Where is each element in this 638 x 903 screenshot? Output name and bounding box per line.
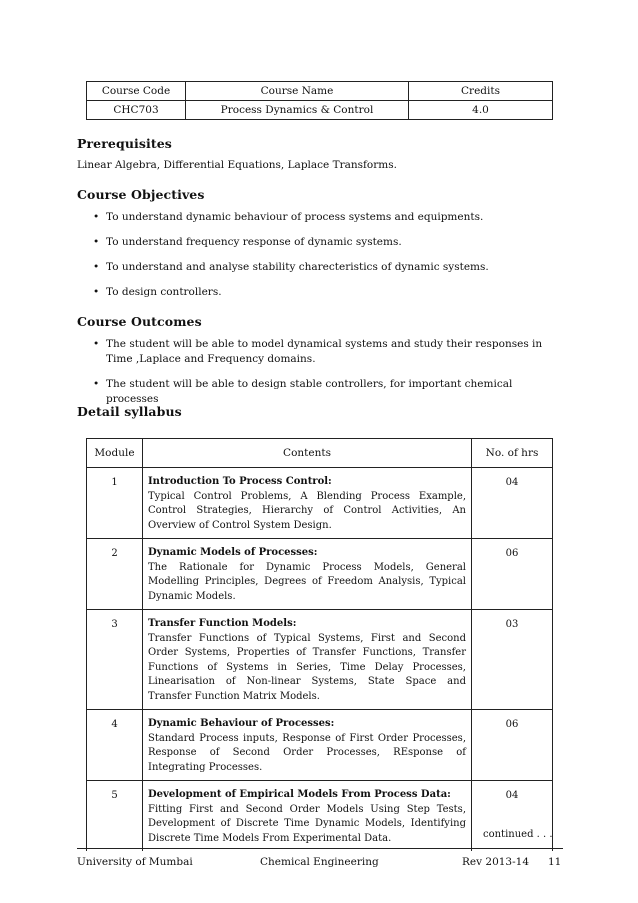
module-contents: [143, 781, 472, 852]
credits-value: 4.0: [409, 101, 553, 120]
module-description: Typical Control Problems, A Blending Process Example, Control Strategies, Hierarchy of Control Activities, An Overview of Control System Design.: [148, 490, 466, 531]
course-name: Process Dynamics & Control: [186, 101, 409, 120]
objective-item: • To understand frequency response of dynamic systems.: [93, 235, 563, 250]
module-contents: [143, 610, 472, 710]
module-title: Transfer Function Models:: [148, 618, 297, 629]
module-number: 3: [87, 610, 143, 710]
prerequisites-heading: Prerequisites: [77, 136, 172, 151]
table-row: [87, 539, 553, 610]
syllabus-heading: Detail syllabus: [77, 404, 182, 419]
syllabus-header-row: [87, 439, 553, 468]
module-number: 5: [87, 781, 143, 852]
module-number: 4: [87, 710, 143, 781]
hours-column-header: No. of hrs: [472, 439, 553, 468]
module-hours: 06: [472, 539, 553, 610]
module-hours: 03: [472, 610, 553, 710]
module-title: Development of Empirical Models From Process Data:: [148, 789, 451, 800]
prerequisites-text: Linear Algebra, Differential Equations, Laplace Transforms.: [77, 159, 397, 171]
table-row: [87, 710, 553, 781]
outcome-item: • The student will be able to design stable controllers, for important chemical processes: [93, 377, 563, 407]
objectives-heading: Course Objectives: [77, 187, 205, 202]
module-number: 1: [87, 468, 143, 539]
outcomes-heading: Course Outcomes: [77, 314, 202, 329]
course-table-row: [87, 101, 553, 120]
objectives-list: [93, 210, 563, 300]
footer-revision: Rev 2013-14: [462, 856, 530, 868]
module-description: The Rationale for Dynamic Process Models, General Modelling Principles, Degrees of Freedom Analysis, Typical Dynamic Models.: [148, 561, 466, 602]
objective-item: • To understand and analyse stability charecteristics of dynamic systems.: [93, 260, 563, 275]
objective-item: • To design controllers.: [93, 285, 563, 300]
table-row: [87, 468, 553, 539]
module-hours: 06: [472, 710, 553, 781]
module-title: Dynamic Behaviour of Processes:: [148, 718, 335, 729]
course-name-header: Course Name: [186, 82, 409, 101]
module-title: Introduction To Process Control:: [148, 476, 332, 487]
course-info-table: [86, 81, 553, 120]
module-hours: 04: [472, 468, 553, 539]
outcomes-list: [93, 337, 563, 407]
footer-university: University of Mumbai: [77, 856, 193, 868]
table-row: [87, 781, 553, 852]
module-contents: [143, 539, 472, 610]
syllabus-table: [86, 438, 553, 851]
objective-item: • To understand dynamic behaviour of process systems and equipments.: [93, 210, 563, 225]
module-description: Fitting First and Second Order Models Using Step Tests, Development of Discrete Time Dynamic Models, Identifying Discrete Time Models From Experimental Data.: [148, 803, 466, 844]
module-hours: 04: [472, 781, 553, 852]
module-contents: [143, 710, 472, 781]
outcome-item: • The student will be able to model dynamical systems and study their responses in Time ,Laplace and Frequency domains.: [93, 337, 563, 367]
course-code: CHC703: [87, 101, 186, 120]
module-contents: [143, 468, 472, 539]
course-table-header-row: [87, 82, 553, 101]
footer-department: Chemical Engineering: [260, 856, 379, 868]
table-row: [87, 610, 553, 710]
module-description: Standard Process inputs, Response of First Order Processes, Response of Second Order Processes, REsponse of Integrating Processes.: [148, 732, 466, 773]
module-title: Dynamic Models of Processes:: [148, 547, 318, 558]
credits-header: Credits: [409, 82, 553, 101]
footer-divider: [77, 848, 563, 849]
course-code-header: Course Code: [87, 82, 186, 101]
module-description: Transfer Functions of Typical Systems, First and Second Order Systems, Properties of Transfer Functions, Transfer Functions of Systems in Series, Time Delay Processes, Linearisation of Non-linear Systems, State Space and Transfer Function Matrix Models.: [148, 632, 466, 702]
page-number: 11: [548, 856, 562, 868]
module-number: 2: [87, 539, 143, 610]
module-column-header: Module: [87, 439, 143, 468]
contents-column-header: Contents: [143, 439, 472, 468]
continued-note: continued . . .: [483, 829, 553, 840]
